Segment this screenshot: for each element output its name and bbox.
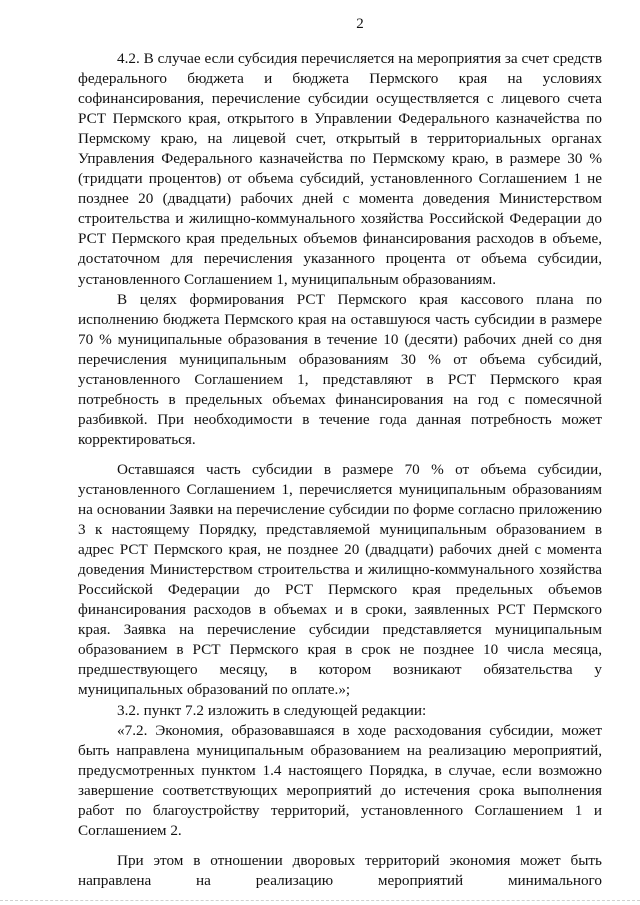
paragraph-4-2: 4.2. В случае если субсидия перечисляется на мероприятия за счет средств федерального бюджета и бюджета Пермского края на условиях софинансирования, перечисление субсидии осуществляется с лицевого счета РСТ Пермского края, открытого в Управлении Федерального казначейства по Пермскому краю, на лицевой счет, открытый в территориальных органах Управления Федерального казначейства по Пермскому краю, в размере 30 % (тридцати процентов) от объема субсидий, установленного Соглашением 1 не позднее 20 (двадцати) рабочих дней с момента доведения Министерством строительства и жилищно-коммунального хозяйства Российской Федерации до РСТ Пермского края предельных объемов финансирования расходов в объеме, достаточном для перечисления указанного процента от объема субсидии, установленного Соглашением 1, муниципальным образованиям. xyxy=(78,50,602,288)
document-body xyxy=(78,49,602,891)
paragraph-cash-plan: В целях формирования РСТ Пермского края кассового плана по исполнению бюджета Пермского края на оставшуюся часть субсидии в размере 70 % муниципальные образования в течение 10 (десяти) рабочих дней со дня перечисления муниципальным образованиям 30 % от объема субсидий, установленного Соглашением 1, представляют в РСТ Пермского края потребность в предельных объемах финансирования на год с помесячной разбивкой. При необходимости в течение года данная потребность может корректироваться. xyxy=(78,290,602,448)
paragraph-3-2: 3.2. пункт 7.2 изложить в следующей редакции: xyxy=(117,701,427,719)
paragraph-7-2: «7.2. Экономия, образовавшаяся в ходе расходования субсидии, может быть направлена муниципальным образованием на реализацию мероприятий, предусмотренных пунктом 1.4 настоящего Порядка, в случае, если возможно завершение соответствующих мероприятий до истечения срока выполнения работ по благоустройству территорий, установленного Соглашением 1 и Соглашением 2. xyxy=(78,721,602,839)
page-number: 2 xyxy=(356,16,364,32)
paragraph-yard-territories: При этом в отношении дворовых территорий экономия может быть направлена на реализацию мероприятий минимального xyxy=(78,851,602,889)
page-bottom-divider xyxy=(0,900,640,901)
paragraph-remaining-subsidy: Оставшаяся часть субсидии в размере 70 % от объема субсидии, установленного Соглашением 1, перечисляется муниципальным образованиям на основании Заявки на перечисление субсидии по форме согласно приложению 3 к настоящему Порядку, представляемой муниципальным образованием в адрес РСТ Пермского края, не позднее 20 (двадцати) рабочих дней с момента доведения Министерством строительства и жилищно-коммунального хозяйства Российской Федерации до РСТ Пермского края предельных объемов финансирования расходов в объемах и в сроки, заявленных РСТ Пермского края. Заявка на перечисление субсидии представляется муниципальным образованием в РСТ Пермского края в срок не позднее 10 числа месяца, предшествующего месяцу, в котором возникают обязательства у муниципальных образований по оплате.»; xyxy=(78,460,602,699)
